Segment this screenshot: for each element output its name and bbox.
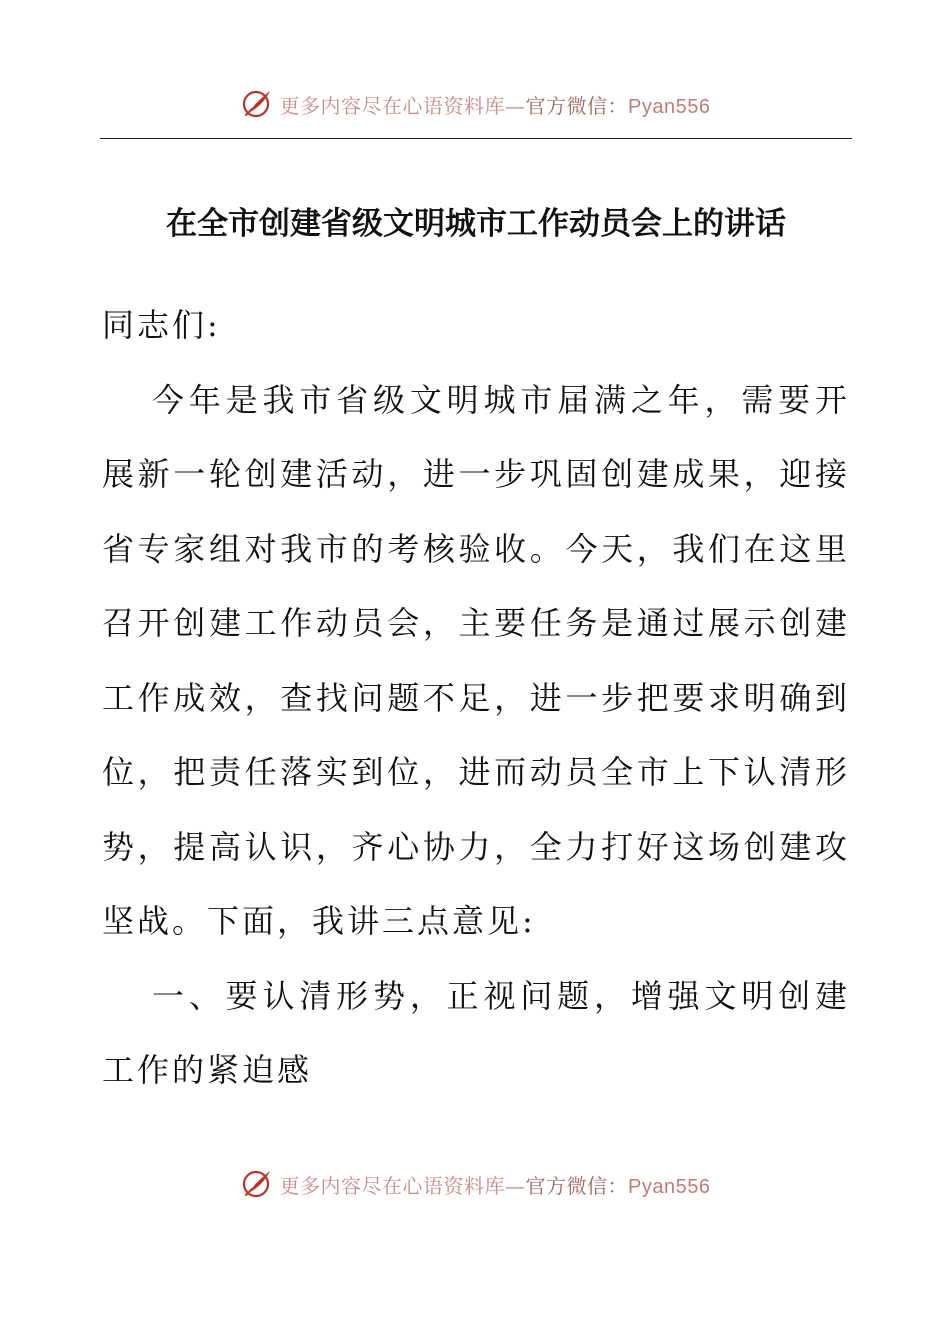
paragraph-line: 位，把责任落实到位，进而动员全市上下认清形 xyxy=(102,753,850,791)
paragraph-line: 省专家组对我市的考核验收。今天，我们在这里 xyxy=(102,529,850,568)
footer-banner-library: 更多内容尽在心语资料库— xyxy=(279,1173,526,1198)
section-heading-1 xyxy=(102,959,850,1108)
paragraph-line: 展新一轮创建活动，进一步巩固创建成果，迎接 xyxy=(102,455,850,493)
document-title: 在全市创建省级文明城市工作动员会上的讲话 xyxy=(166,206,786,242)
quill-logo-icon xyxy=(240,87,274,121)
footer-banner-text xyxy=(280,1170,711,1199)
paragraph-line: 势，提高认识，齐心协力，全力打好这场创建攻 xyxy=(102,827,850,866)
header-banner xyxy=(0,82,950,126)
paragraph-line: 工作成效，查找问题不足，进一步把要求明确到 xyxy=(102,678,850,717)
paragraph-1 xyxy=(102,363,850,959)
salutation: 同志们: xyxy=(102,306,221,344)
paragraph-line: 坚战。下面，我讲三点意见: xyxy=(102,902,536,940)
header-banner-wechat-label: 官方微信： xyxy=(525,93,629,118)
header-banner-library: 更多内容尽在心语资料库— xyxy=(279,93,526,118)
footer-banner xyxy=(0,1162,950,1206)
paragraph-line: 今年是我市省级文明城市届满之年，需要开 xyxy=(152,380,850,419)
document-body xyxy=(102,288,850,1108)
heading-line: 一、要认清形势，正视问题，增强文明创建 xyxy=(152,976,850,1015)
header-banner-wechat-id: Pyan556 xyxy=(628,95,711,118)
paragraph-line: 召开创建工作动员会，主要任务是通过展示创建 xyxy=(102,604,850,642)
header-rule xyxy=(100,138,852,139)
heading-line: 工作的紧迫感 xyxy=(102,1051,313,1089)
quill-logo-icon xyxy=(240,1167,274,1201)
header-banner-text xyxy=(280,90,711,119)
footer-banner-wechat-id: Pyan556 xyxy=(628,1175,711,1198)
footer-banner-wechat-label: 官方微信： xyxy=(525,1173,629,1198)
